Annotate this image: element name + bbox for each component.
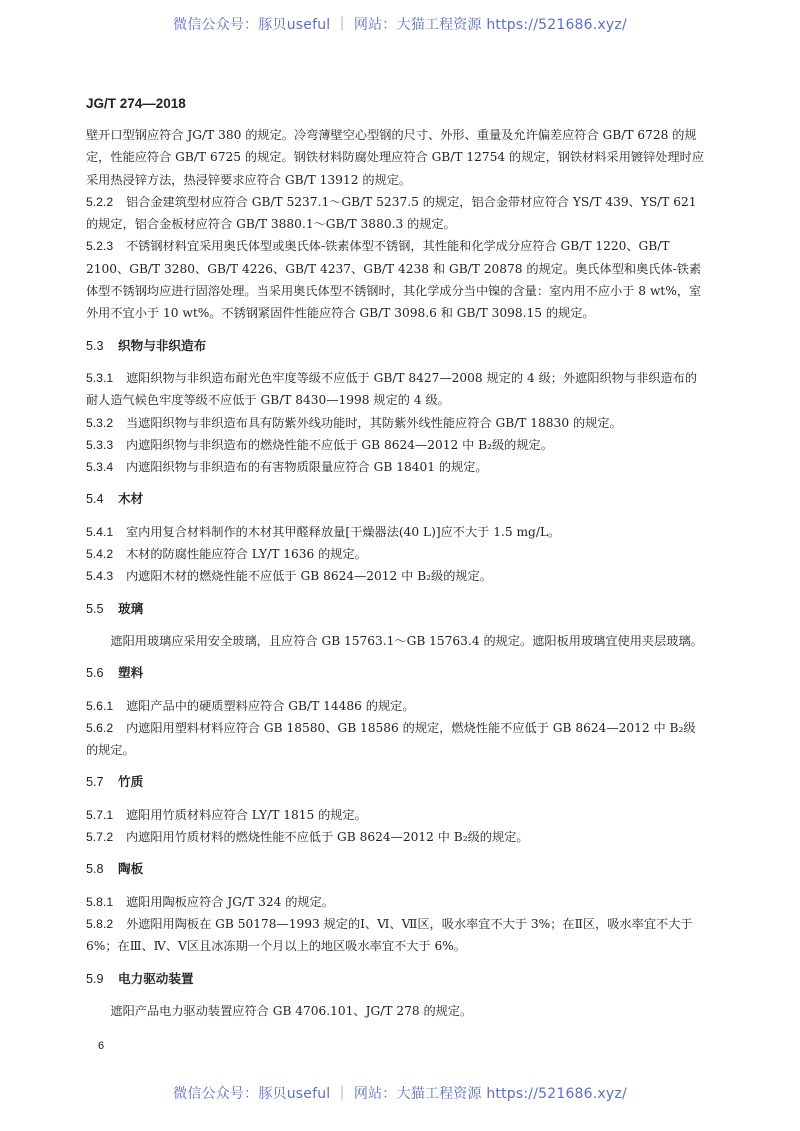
- clause-item: [86, 191, 706, 236]
- clause-number: 5.3.3: [86, 437, 114, 452]
- clause-text: 内遮阳用塑料材料应符合 GB 18580、GB 18586 的规定，燃烧性能不应低于 GB 8624—2012 中 B₂级的规定。: [86, 720, 696, 758]
- document-body: [86, 124, 706, 1022]
- section-heading: [86, 335, 706, 357]
- section-title: 塑料: [118, 665, 144, 681]
- section-heading: [86, 488, 706, 510]
- section-title: 木材: [118, 491, 144, 507]
- clause-number: 5.8.1: [86, 894, 114, 909]
- section-heading: [86, 968, 706, 990]
- clause-number: 5.6.2: [86, 720, 114, 735]
- clause-text: 不锈钢材料宜采用奥氏体型或奥氏体-铁素体型不锈钢，其性能和化学成分应符合 GB/T 1220、GB/T 2100、GB/T 3280、GB/T 4226、GB/T 4237、GB/T 4238 和 GB/T 20878 的规定。奥氏体型和奥氏体-铁素体型不锈钢均应进行固溶处理。当采用奥氏体型不锈钢时，其化学成分当中镍的含量：室内用不应小于 8 wt%，室外用不宜小于 10 wt%。不锈钢紧固件性能应符合 GB/T 3098.6 和 GB/T 3098.15 的规定。: [86, 239, 702, 321]
- clause-number: 5.4.1: [86, 524, 114, 539]
- section-title: 玻璃: [118, 600, 144, 616]
- watermark-bottom: 微信公众号：豚贝useful ｜ 网站：大猫工程资源 https://521686.xyz/: [173, 1086, 627, 1102]
- clause-text: 遮阳产品中的硬质塑料应符合 GB/T 14486 的规定。: [126, 698, 415, 713]
- clause-text: 内遮阳织物与非织造布的有害物质限量应符合 GB 18401 的规定。: [126, 460, 488, 475]
- paragraph: 遮阳产品电力驱动装置应符合 GB 4706.101、JG/T 278 的规定。: [110, 1003, 473, 1018]
- clause-number: 5.4.2: [86, 547, 114, 562]
- clause-text: 遮阳织物与非织造布耐光色牢度等级不应低于 GB/T 8427—2008 规定的 4 级；外遮阳织物与非织造布的耐人造气候色牢度等级不应低于 GB/T 8430—1998 规定的 4 级。: [86, 370, 698, 408]
- section-title: 陶板: [118, 861, 144, 877]
- section-title: 竹质: [118, 774, 144, 790]
- clause-text: 室内用复合材料制作的木材其甲醛释放量[干燥器法(40 L)]应不大于 1.5 mg/L。: [126, 524, 561, 539]
- clause-text: 内遮阳木材的燃烧性能不应低于 GB 8624—2012 中 B₂级的规定。: [126, 569, 492, 584]
- section-number: 5.7: [86, 775, 104, 790]
- clause-text: 铝合金建筑型材应符合 GB/T 5237.1～GB/T 5237.5 的规定，铝合金带材应符合 YS/T 439、YS/T 621 的规定，铝合金板材应符合 GB/T 3880.1～GB/T 3880.3 的规定。: [86, 194, 697, 232]
- section-number: 5.4: [86, 492, 104, 507]
- section-heading: [86, 858, 706, 880]
- clause-number: 5.6.1: [86, 698, 114, 713]
- clause-text: 木材的防腐性能应符合 LY/T 1636 的规定。: [126, 547, 367, 562]
- clause-text: 遮阳用陶板应符合 JG/T 324 的规定。: [126, 894, 334, 909]
- section-number: 5.5: [86, 601, 104, 616]
- section-heading: [86, 771, 706, 793]
- clause-item: [86, 717, 706, 762]
- section-number: 5.3: [86, 338, 104, 353]
- section-number: 5.6: [86, 666, 104, 681]
- page-number: 6: [98, 1040, 105, 1052]
- clause-item: [86, 695, 706, 717]
- clause-item: [86, 521, 706, 543]
- clause-number: 5.8.2: [86, 916, 114, 931]
- clause-text: 内遮阳织物与非织造布的燃烧性能不应低于 GB 8624—2012 中 B₂级的规定。: [126, 437, 553, 452]
- section-title: 织物与非织造布: [118, 337, 207, 353]
- clause-item: [86, 412, 706, 434]
- clause-number: 5.2.2: [86, 194, 114, 209]
- clause-text: 内遮阳用竹质材料的燃烧性能不应低于 GB 8624—2012 中 B₂级的规定。: [126, 830, 529, 845]
- clause-number: 5.7.1: [86, 807, 114, 822]
- clause-number: 5.3.4: [86, 460, 114, 475]
- section-number: 5.8: [86, 862, 104, 877]
- clause-item: [86, 434, 706, 456]
- paragraph: 遮阳用玻璃应采用安全玻璃，且应符合 GB 15763.1～GB 15763.4 的规定。遮阳板用玻璃宜使用夹层玻璃。: [110, 633, 703, 648]
- clause-item: [86, 543, 706, 565]
- watermark-top: 微信公众号：豚贝useful ｜ 网站：大猫工程资源 https://521686.xyz/: [173, 17, 627, 33]
- clause-text: 遮阳用竹质材料应符合 LY/T 1815 的规定。: [126, 807, 367, 822]
- clause-number: 5.7.2: [86, 830, 114, 845]
- section-title: 电力驱动装置: [118, 970, 194, 986]
- section-heading: [86, 598, 706, 620]
- clause-item: [86, 826, 706, 848]
- clause-text: 当遮阳织物与非织造布具有防紫外线功能时，其防紫外线性能应符合 GB/T 18830 的规定。: [126, 415, 622, 430]
- clause-number: 5.2.3: [86, 239, 114, 254]
- document-id: JG/T 274—2018: [86, 96, 186, 111]
- section-heading: [86, 662, 706, 684]
- clause-number: 5.3.1: [86, 370, 114, 385]
- clause-number: 5.4.3: [86, 569, 114, 584]
- clause-item: [86, 891, 706, 913]
- clause-item: [86, 913, 706, 958]
- clause-item: [86, 565, 706, 587]
- clause-item: [86, 235, 706, 324]
- clause-item: [86, 804, 706, 826]
- section-number: 5.9: [86, 971, 104, 986]
- clause-number: 5.3.2: [86, 415, 114, 430]
- clause-item: [86, 367, 706, 412]
- clause-item: [86, 456, 706, 478]
- clause-text: 外遮阳用陶板在 GB 50178—1993 规定的Ⅰ、Ⅵ、Ⅶ区，吸水率宜不大于 3%；在Ⅱ区，吸水率宜不大于 6%；在Ⅲ、Ⅳ、Ⅴ区且冰冻期一个月以上的地区吸水率宜不大于 6%。: [86, 916, 693, 954]
- paragraph: 壁开口型钢应符合 JG/T 380 的规定。冷弯薄壁空心型钢的尺寸、外形、重量及允许偏差应符合 GB/T 6728 的规定，性能应符合 GB/T 6725 的规定。钢铁材料防腐处理应符合 GB/T 12754 的规定，钢铁材料采用镀锌处理时应采用热浸锌方法，热浸锌要求应符合 GB/T 13912 的规定。: [86, 128, 705, 187]
